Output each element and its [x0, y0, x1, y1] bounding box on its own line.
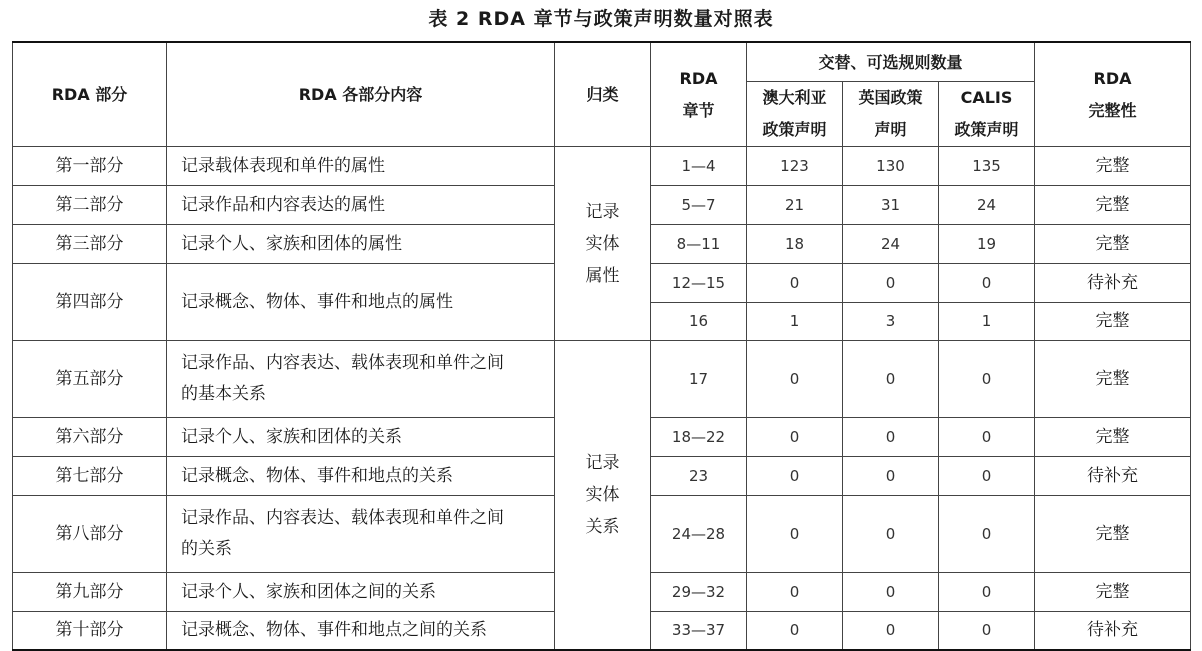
- category-line: 记录: [585, 452, 620, 473]
- header-aus: [747, 82, 843, 147]
- cell-chapter: 8—11: [651, 225, 747, 264]
- cell-aus: 0: [747, 264, 843, 303]
- content-line: 的基本关系: [181, 384, 266, 404]
- cell-calis: 0: [939, 418, 1035, 457]
- header-complete-line1: RDA: [1093, 68, 1132, 88]
- cell-content: 记录个人、家族和团体之间的关系: [167, 573, 555, 612]
- cell-category-relations: [555, 341, 651, 650]
- cell-part: 第三部分: [13, 225, 167, 264]
- cell-complete: 完整: [1035, 225, 1191, 264]
- header-uk: [843, 82, 939, 147]
- cell-calis: 0: [939, 457, 1035, 496]
- cell-uk: 31: [843, 186, 939, 225]
- cell-part: 第八部分: [13, 496, 167, 573]
- cell-uk: 0: [843, 573, 939, 612]
- cell-uk: 24: [843, 225, 939, 264]
- cell-calis: 135: [939, 147, 1035, 186]
- cell-content: 记录概念、物体、事件和地点的关系: [167, 457, 555, 496]
- cell-content: 记录个人、家族和团体的属性: [167, 225, 555, 264]
- header-complete-line2: 完整性: [1088, 100, 1137, 120]
- header-part: RDA 部分: [13, 42, 167, 147]
- cell-chapter: 17: [651, 341, 747, 418]
- header-chapter-line2: 章节: [682, 100, 715, 120]
- header-content: RDA 各部分内容: [167, 42, 555, 147]
- table-row: [13, 147, 1191, 186]
- cell-calis: 0: [939, 341, 1035, 418]
- cell-content: 记录概念、物体、事件和地点的属性: [167, 264, 555, 341]
- cell-part: 第六部分: [13, 418, 167, 457]
- header-calis-line2: 政策声明: [954, 120, 1019, 139]
- cell-content: 记录作品和内容表达的属性: [167, 186, 555, 225]
- cell-part: 第九部分: [13, 573, 167, 612]
- category-line: 关系: [585, 516, 620, 537]
- header-aus-line1: 澳大利亚: [762, 88, 827, 107]
- cell-aus: 1: [747, 303, 843, 341]
- cell-aus: 21: [747, 186, 843, 225]
- cell-calis: 0: [939, 612, 1035, 650]
- cell-complete: 待补充: [1035, 264, 1191, 303]
- cell-complete: 待补充: [1035, 612, 1191, 650]
- cell-aus: 18: [747, 225, 843, 264]
- header-chapter: [651, 42, 747, 147]
- cell-complete: 完整: [1035, 186, 1191, 225]
- cell-complete: 完整: [1035, 303, 1191, 341]
- cell-uk: 0: [843, 418, 939, 457]
- cell-chapter: 18—22: [651, 418, 747, 457]
- cell-content: [167, 496, 555, 573]
- cell-part: 第二部分: [13, 186, 167, 225]
- header-chapter-line1: RDA: [679, 68, 718, 88]
- cell-content: 记录载体表现和单件的属性: [167, 147, 555, 186]
- content-line: 记录作品、内容表达、载体表现和单件之间: [181, 508, 504, 528]
- cell-calis: 1: [939, 303, 1035, 341]
- cell-aus: 123: [747, 147, 843, 186]
- rda-comparison-table: [12, 41, 1191, 651]
- header-calis-line1: CALIS: [960, 88, 1013, 107]
- header-alt-rules: 交替、可选规则数量: [747, 42, 1035, 82]
- header-complete: [1035, 42, 1191, 147]
- cell-calis: 19: [939, 225, 1035, 264]
- cell-aus: 0: [747, 457, 843, 496]
- cell-complete: 待补充: [1035, 457, 1191, 496]
- cell-uk: 0: [843, 264, 939, 303]
- cell-part: 第七部分: [13, 457, 167, 496]
- cell-part: 第一部分: [13, 147, 167, 186]
- cell-chapter: 33—37: [651, 612, 747, 650]
- cell-part: 第十部分: [13, 612, 167, 650]
- cell-chapter: 24—28: [651, 496, 747, 573]
- cell-part: 第五部分: [13, 341, 167, 418]
- cell-chapter: 16: [651, 303, 747, 341]
- cell-uk: 3: [843, 303, 939, 341]
- cell-chapter: 23: [651, 457, 747, 496]
- cell-calis: 0: [939, 264, 1035, 303]
- category-line: 实体: [585, 233, 620, 254]
- cell-content: [167, 341, 555, 418]
- cell-calis: 0: [939, 496, 1035, 573]
- cell-uk: 0: [843, 612, 939, 650]
- cell-category-attributes: [555, 147, 651, 341]
- cell-chapter: 5—7: [651, 186, 747, 225]
- cell-uk: 0: [843, 496, 939, 573]
- cell-aus: 0: [747, 341, 843, 418]
- cell-calis: 0: [939, 573, 1035, 612]
- cell-uk: 0: [843, 457, 939, 496]
- cell-uk: 0: [843, 341, 939, 418]
- cell-chapter: 12—15: [651, 264, 747, 303]
- header-category: 归类: [555, 42, 651, 147]
- header-uk-line2: 声明: [874, 120, 907, 139]
- cell-content: 记录个人、家族和团体的关系: [167, 418, 555, 457]
- cell-aus: 0: [747, 612, 843, 650]
- category-line: 记录: [585, 201, 620, 222]
- cell-chapter: 1—4: [651, 147, 747, 186]
- cell-uk: 130: [843, 147, 939, 186]
- header-aus-line2: 政策声明: [762, 120, 827, 139]
- table-row: [13, 341, 1191, 418]
- cell-complete: 完整: [1035, 418, 1191, 457]
- cell-aus: 0: [747, 573, 843, 612]
- table-caption: 表 2 RDA 章节与政策声明数量对照表: [428, 8, 774, 30]
- content-line: 的关系: [181, 539, 232, 559]
- cell-chapter: 29—32: [651, 573, 747, 612]
- cell-complete: 完整: [1035, 496, 1191, 573]
- category-line: 属性: [585, 265, 620, 286]
- content-line: 记录作品、内容表达、载体表现和单件之间: [181, 353, 504, 373]
- header-uk-line1: 英国政策: [858, 88, 923, 107]
- category-line: 实体: [585, 484, 620, 505]
- cell-aus: 0: [747, 496, 843, 573]
- cell-complete: 完整: [1035, 573, 1191, 612]
- header-calis: [939, 82, 1035, 147]
- cell-content: 记录概念、物体、事件和地点之间的关系: [167, 612, 555, 650]
- cell-aus: 0: [747, 418, 843, 457]
- cell-complete: 完整: [1035, 147, 1191, 186]
- cell-part: 第四部分: [13, 264, 167, 341]
- cell-calis: 24: [939, 186, 1035, 225]
- cell-complete: 完整: [1035, 341, 1191, 418]
